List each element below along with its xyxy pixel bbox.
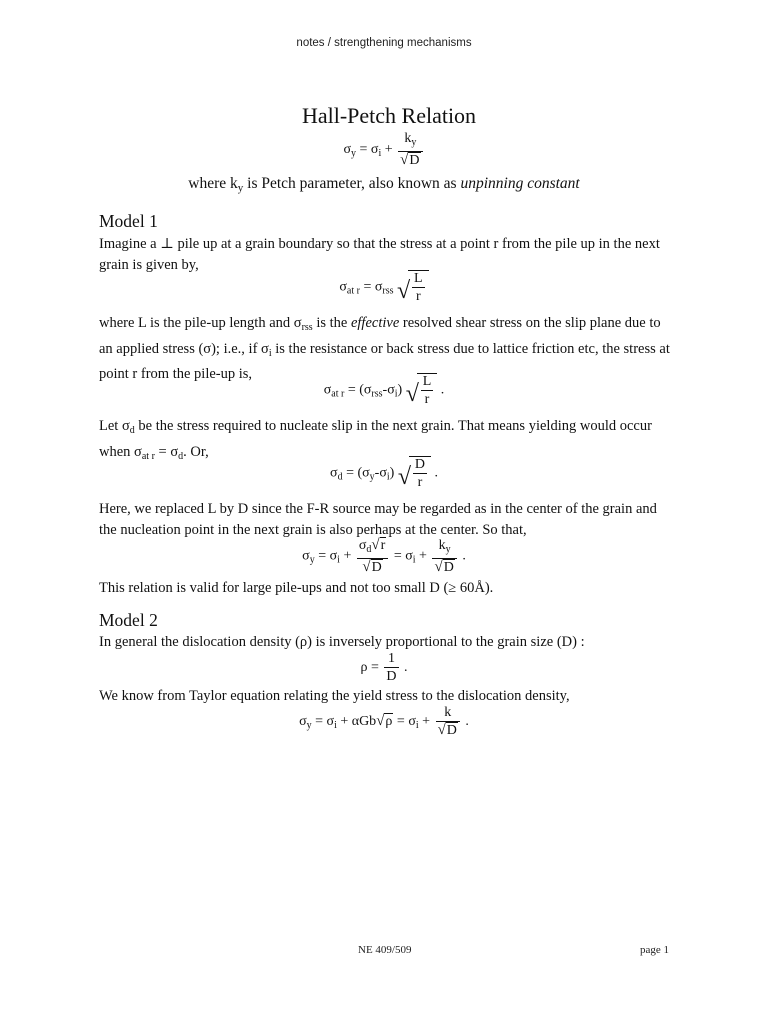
fraction: $\frac{k}{√D}$	[436, 705, 460, 739]
model-2-paragraph-2: We know from Taylor equation relating the yield stress to the dislocation density,	[99, 688, 570, 704]
equation-dislocation-density: ρ = $\frac{1}{D}$ .	[360, 651, 408, 684]
model-1-paragraph-3: Let $\sigma_d$ be the stress required to nucleate slip in the next grain. That means yielding would occur when $\sigma_{at r} = \sigma_d$. Or,	[99, 418, 652, 462]
equation-stress-at-r: $\sigma_{at r} = \sigma_{rss}$ √ $\frac{L}{r}$	[0, 270, 768, 305]
fraction: $\frac{\sigma_d√r}{√D}$	[357, 537, 388, 576]
model-1-paragraph-1: Imagine a ⊥ pile up at a grain boundary so that the stress at a point r from the pile up in the next grain is given by,	[99, 236, 660, 273]
fraction: $\frac{1}{D}$	[386, 651, 397, 684]
square-root: √ $\frac{L}{r}$	[406, 373, 438, 408]
equation-stress-at-r-effective: $\sigma_{at r} = (\sigma_{rss}-\sigma_i)$ √ $\frac{L}{r}$ .	[323, 374, 445, 407]
page-title: Hall-Petch Relation	[301, 103, 477, 128]
fraction: $\frac{k_y}{√D}$	[432, 538, 456, 576]
square-root: √ $\frac{L}{r}$	[397, 270, 429, 305]
petch-parameter-note: where $k_y$ is Petch parameter, also known as unpinning constant	[188, 175, 580, 194]
model-1-paragraph-4: Here, we replaced L by D since the F-R source may be regarded as in the center of the grain and the nucleation point in the next grain is also perhaps at the center. So that,	[99, 501, 657, 538]
equation-nucleation-stress: $\sigma_d = (\sigma_y-\sigma_i)$ √ $\frac{D}{r}$ .	[330, 457, 438, 490]
square-root: √ $\frac{D}{r}$	[398, 456, 431, 491]
model-1-paragraph-5: This relation is valid for large pile-ups and not too small D (≥ 60Å).	[99, 580, 494, 596]
equation-yield-stress: $\sigma_y = \sigma_i$ + $\frac{\sigma_d√r}{√D}$ = $\sigma_i$ + $\frac{k_y}{√D}$ .	[302, 537, 466, 575]
footer-page-number: page 1	[640, 944, 670, 956]
running-header: notes / strengthening mechanisms	[296, 37, 472, 49]
equation-hall-petch: $\sigma_y = \sigma_i$ + $\frac{k_y}{√D}$	[0, 131, 768, 169]
model-2-paragraph-1: In general the dislocation density (ρ) is inversely proportional to the grain size (D) :	[99, 634, 585, 650]
model-1-paragraph-2: where L is the pile-up length and $\sigma_{rss}$ is the effective resolved shear stress on the slip plane due to an applied stress (σ); i.e., if $\sigma_i$ is the resistance or back stress due to lattice friction etc, the stress at point r from the pile-up is,	[99, 315, 670, 382]
fraction: $\frac{k_y}{√D}$	[398, 131, 422, 169]
footer-course: NE 409/509	[358, 944, 412, 956]
model-1-heading: Model 1	[99, 211, 158, 231]
equation-taylor: $\sigma_y = \sigma_i + \alpha Gb√\rho = \sigma_i$ + $\frac{k}{√D}$ .	[299, 705, 469, 738]
model-2-heading: Model 2	[99, 610, 158, 630]
